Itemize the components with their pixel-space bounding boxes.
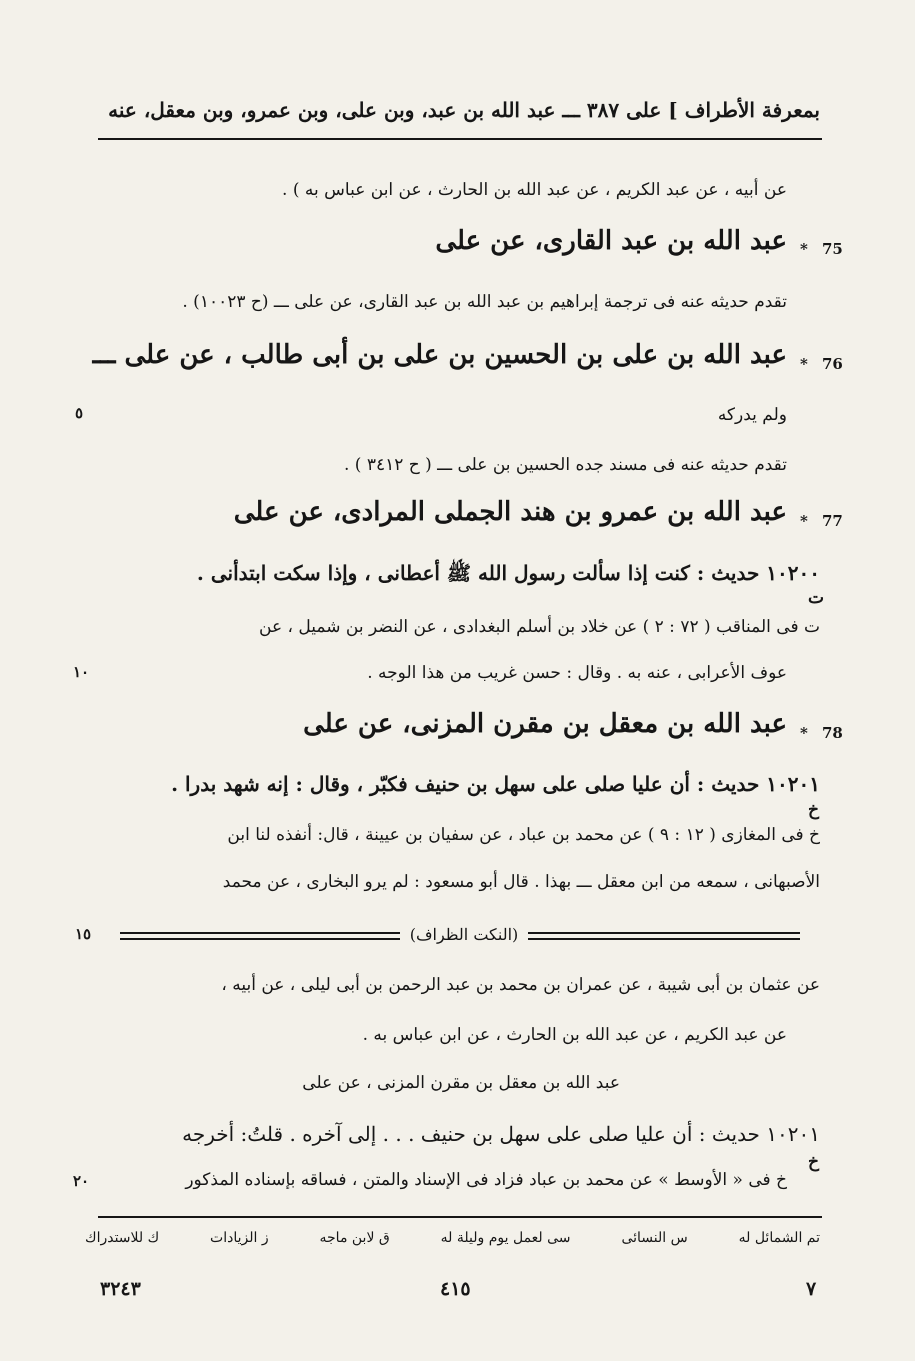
header-rule [98,138,822,140]
entry-number-76: 76 [822,355,843,373]
legend-item: س النسائى [621,1230,688,1246]
legend-item: تم الشمائل له [738,1230,820,1246]
volume-number: ٧ [806,1278,817,1300]
footer-rule [98,1216,822,1218]
line-number-10: ١٠ [73,663,90,681]
entry-title-76: عبد الله بن على بن الحسين بن على بن أبى طالب ، عن على ـــ [92,340,787,370]
body-line: ولم يدركه [717,405,787,425]
body-line: عوف الأعرابى ، عنه به . وقال : حسن غريب من هذا الوجه . [367,663,787,683]
entry-star: * [800,355,808,373]
siglum-bukhari: خ [808,800,819,820]
separator-rule-left [120,932,400,940]
entry-star: * [800,724,808,742]
body-line: خ فى المغازى ( ١٢ : ٩ ) عن محمد بن عباد ، عن سفيان بن عيينة ، قال: أنفذه لنا ابن [227,825,820,845]
entry-title-75: عبد الله بن عبد القارى، عن على [435,226,787,256]
entry-number-77: 77 [822,512,843,530]
siglum-tirmidhi: ت [808,588,825,608]
line-number-20: ٢٠ [73,1172,90,1190]
line-number-15: ١٥ [75,925,92,943]
page-number: ٤١٥ [440,1278,471,1300]
line-number-5: ٥ [75,404,84,422]
note-line: عن عثمان بن أبى شيبة ، عن عمران بن محمد بن عبد الرحمن بن أبى ليلى ، عن أبيه ، [221,975,820,995]
hadith-10201: ١٠٢٠١ حديث : أن عليا صلى على سهل بن حنيف فكبّر ، وقال : إنه شهد بدرا . [171,772,820,796]
note-line: خ فى « الأوسط » عن محمد بن عباد فزاد فى الإسناد والمتن ، فساقه بإسناده المذكور [185,1170,787,1190]
note-line: ١٠٢٠١ حديث : أن عليا صلى على سهل بن حنيف . . . إلى آخره . قلتُ: أخرجه [182,1122,820,1146]
body-line: ت فى المناقب ( ٧٢ : ٢ ) عن خلاد بن أسلم البغدادى ، عن النضر بن شميل ، عن [259,617,820,637]
hadith-10200: ١٠٢٠٠ حديث : كنت إذا سألت رسول الله ﷺ أعطانى ، وإذا سكت ابتدأنى . [196,561,820,585]
note-line: عن عبد الكريم ، عن عبد الله بن الحارث ، عن ابن عباس به . [362,1025,787,1045]
legend-item: سى لعمل يوم وليلة له [440,1230,571,1246]
body-line: عن أبيه ، عن عبد الكريم ، عن عبد الله بن الحارث ، عن ابن عباس به ) . [282,180,787,200]
legend-item: ك للاستدراك [85,1230,160,1246]
siglum-bukhari: خ [808,1152,819,1172]
entry-star: * [800,240,808,258]
legend-item: ز الزيادات [210,1230,269,1246]
entry-number-78: 78 [822,724,843,742]
hadith-count: ٣٢٤٣ [100,1278,141,1300]
separator-title: (النكت الظراف) [409,925,519,944]
sigla-legend [85,1230,820,1246]
entry-title-77: عبد الله بن عمرو بن هند الجملى المرادى، عن على [233,497,787,527]
note-heading: عبد الله بن معقل بن مقرن المزنى ، عن على [302,1073,620,1093]
separator-rule-right [528,932,800,940]
entry-number-75: 75 [822,240,843,258]
body-line: الأصبهانى ، سمعه من ابن معقل ـــ بهذا . قال أبو مسعود : لم يرو البخارى ، عن محمد [222,872,820,892]
body-line: تقدم حديثه عنه فى مسند جده الحسين بن على ـــ ( ح ٣٤١٢ ) . [343,455,787,475]
legend-item: ق لابن ماجه [319,1230,390,1246]
entry-title-78: عبد الله بن معقل بن مقرن المزنى، عن على [303,709,787,739]
running-header: بمعرفة الأطراف ] على ٣٨٧ ـــ عبد الله بن عبد، وبن على، وبن عمرو، وبن معقل، عنه [108,98,820,122]
body-line: تقدم حديثه عنه فى ترجمة إبراهيم بن عبد الله بن عبد القارى، عن على ـــ (ح ١٠٠٢٣) . [182,292,787,312]
entry-star: * [800,512,808,530]
